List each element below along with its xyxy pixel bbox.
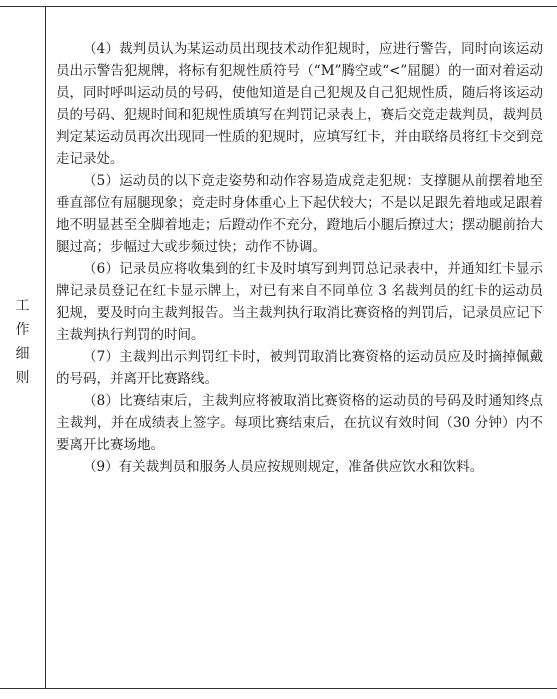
section-label-char: 细 [15,346,30,362]
rule-paragraph-9: （9）有关裁判员和服务人员应按规则规定，准备供应饮水和饮料。 [83,459,484,475]
section-label-char: 则 [15,370,30,386]
rule-paragraph-7: （7）主裁判出示判罚红卡时，被判罚取消比赛资格的运动员应及时摘掉佩戴的号码，并离开比赛路线。 [56,349,543,387]
rule-paragraph-6: （6）记录员应将收集到的红卡及时填写到判罚总记录表中，并通知红卡显示牌记录员登记在红卡显示牌上，对已有来自不同单位 3 名裁判员的红卡的运动员犯规，要及时向主裁判报告。当主裁判执行取消比赛资格的判罚后，记录员应记下主裁判执行判罚的时间。 [56,261,543,343]
section-label-char: 作 [15,322,30,338]
rules-content [56,38,543,478]
rule-paragraph-5: （5）运动员的以下竞走姿势和动作容易造成竞走犯规：支撑腿从前摆着地至垂直部位有屈腿现象；竞走时身体重心上下起伏较大；不是以足跟先着地或足跟着地不明显甚至全脚着地走；后蹬动作不充分，蹬地后小腿后撩过大；摆动腿前抬大腿过高；步幅过大或步频过快；动作不协调。 [56,173,543,255]
rule-paragraph-4: （4）裁判员认为某运动员出现技术动作犯规时，应进行警告，同时向该运动员出示警告犯规牌，将标有犯规性质符号（“M”腾空或“<”屈腿）的一面对着运动员，同时呼叫运动员的号码，使他知道是自己犯规及自己犯规性质，随后将该运动员的号码、犯规时间和犯规性质填写在判罚记录表上，赛后交竞走裁判员，裁判员判定某运动员再次出现同一性质的犯规时，应填写红卡，并由联络员将红卡交到竞走记录处。 [56,41,543,167]
section-label-char: 工 [15,298,30,314]
section-label [0,294,45,390]
table-bottom-rule [0,688,557,689]
column-divider [45,6,46,688]
rule-paragraph-8: （8）比赛结束后，主裁判应将被取消比赛资格的运动员的号码及时通知终点主裁判，并在成绩表上签字。每项比赛结束后，在抗议有效时间（30 分钟）内不要离开比赛场地。 [56,393,543,453]
table-top-rule [0,6,557,7]
